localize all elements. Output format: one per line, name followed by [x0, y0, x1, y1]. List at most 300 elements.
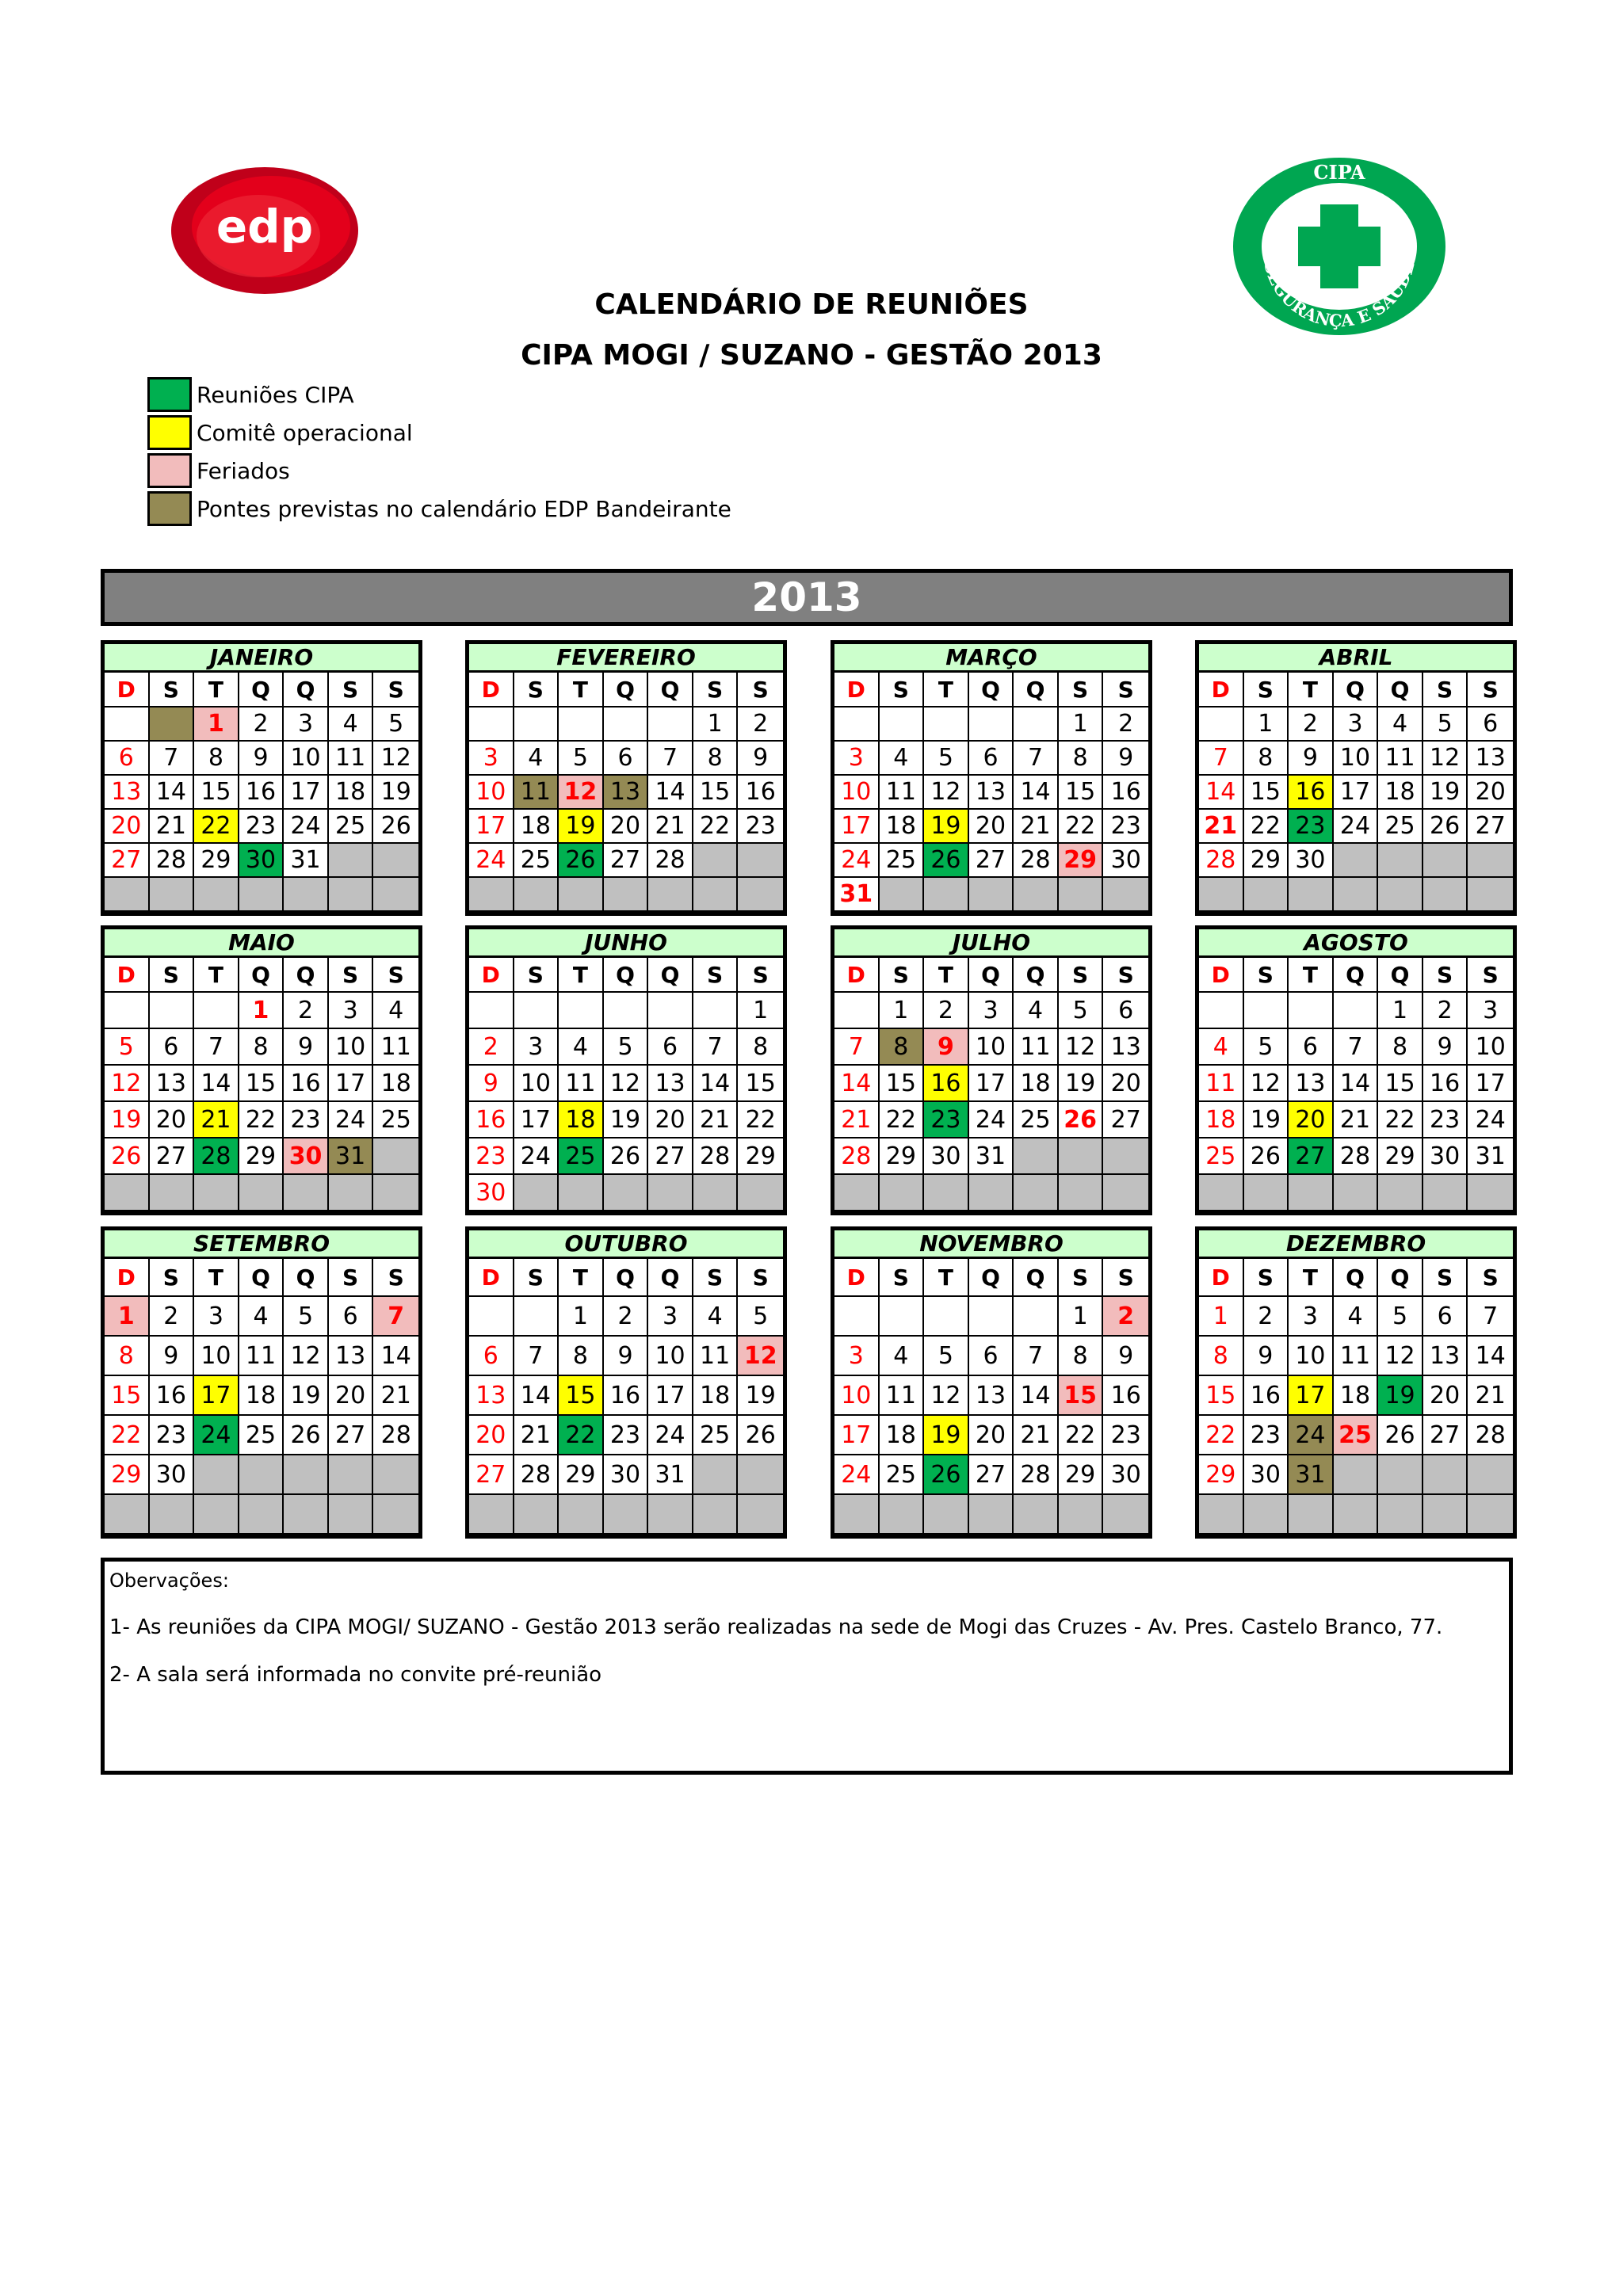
day-cell: 28 [1014, 1455, 1059, 1495]
day-cell: 10 [194, 1337, 239, 1376]
day-cell: 15 [693, 776, 739, 810]
weekday-header: Q [1334, 958, 1379, 993]
day-cell: 26 [1378, 1416, 1423, 1455]
empty-cell [150, 1175, 195, 1211]
day-cell: 30 [924, 1138, 969, 1175]
day-cell: 4 [373, 993, 418, 1029]
day-cell: 6 [604, 742, 649, 776]
day-cell: 3 [329, 993, 374, 1029]
day-cell: 24 [1468, 1102, 1513, 1138]
day-cell: 23 [469, 1138, 514, 1175]
empty-cell [194, 1175, 239, 1211]
day-cell: 25 [373, 1102, 418, 1138]
day-cell: 24 [1334, 810, 1379, 844]
weekday-header: Q [1334, 673, 1379, 707]
day-cell: 1 [1059, 707, 1104, 742]
empty-cell [969, 1175, 1014, 1211]
day-cell: 26 [373, 810, 418, 844]
month-7 [1195, 925, 1517, 1215]
empty-cell [373, 878, 418, 912]
day-cell: 21 [194, 1102, 239, 1138]
empty-cell [1423, 1175, 1468, 1211]
day-cell: 2 [738, 707, 783, 742]
month-2 [831, 640, 1152, 916]
weekday-header: Q [604, 673, 649, 707]
observation-line-1: 1- As reuniões da CIPA MOGI/ SUZANO - Gestão 2013 serão realizadas na sede de Mogi das Cruzes - Av. Pres. Castelo Branco, 77. [109, 1615, 1443, 1639]
day-cell: 4 [693, 1297, 739, 1337]
day-cell: 30 [1423, 1138, 1468, 1175]
empty-cell [514, 707, 559, 742]
empty-cell [1199, 1175, 1244, 1211]
day-cell: 13 [604, 776, 649, 810]
empty-cell [1014, 1175, 1059, 1211]
day-cell: 9 [1244, 1337, 1289, 1376]
empty-cell [194, 1455, 239, 1495]
day-cell: 29 [1059, 1455, 1104, 1495]
weekday-header: S [880, 958, 925, 993]
day-cell: 3 [284, 707, 329, 742]
day-cell: 21 [1334, 1102, 1379, 1138]
month-name: FEVEREIRO [469, 644, 783, 673]
day-cell: 2 [604, 1297, 649, 1337]
day-cell: 13 [469, 1376, 514, 1416]
weekday-header: S [1103, 1259, 1148, 1297]
weekday-header: T [1289, 673, 1334, 707]
day-cell: 26 [105, 1138, 150, 1175]
day-cell: 10 [329, 1029, 374, 1066]
empty-cell [514, 1297, 559, 1337]
day-cell: 4 [1378, 707, 1423, 742]
empty-cell [1289, 993, 1334, 1029]
day-cell: 13 [329, 1337, 374, 1376]
day-cell: 14 [373, 1337, 418, 1376]
empty-cell [1103, 1495, 1148, 1535]
empty-cell [1334, 1455, 1379, 1495]
observation-line-2: 2- A sala será informada no convite pré-reunião [109, 1663, 602, 1687]
day-cell: 22 [105, 1416, 150, 1455]
day-cell: 11 [693, 1337, 739, 1376]
day-cell: 11 [559, 1066, 604, 1102]
empty-cell [150, 707, 195, 742]
day-cell: 23 [604, 1416, 649, 1455]
month-9 [465, 1226, 787, 1539]
empty-cell [1199, 878, 1244, 912]
empty-cell [648, 707, 693, 742]
weekday-header: Q [969, 1259, 1014, 1297]
month-1 [465, 640, 787, 916]
month-10 [831, 1226, 1152, 1539]
weekday-header: Q [239, 958, 285, 993]
day-cell: 25 [880, 1455, 925, 1495]
page-subtitle: CIPA MOGI / SUZANO - GESTÃO 2013 [521, 339, 1102, 372]
empty-cell [969, 1495, 1014, 1535]
day-cell: 2 [1423, 993, 1468, 1029]
day-cell: 30 [150, 1455, 195, 1495]
day-cell: 16 [738, 776, 783, 810]
weekday-header: S [693, 673, 739, 707]
day-cell: 12 [1059, 1029, 1104, 1066]
day-cell: 18 [1334, 1376, 1379, 1416]
day-cell: 5 [738, 1297, 783, 1337]
day-cell: 4 [514, 742, 559, 776]
day-cell: 7 [1199, 742, 1244, 776]
weekday-header: Q [1378, 673, 1423, 707]
day-cell: 12 [284, 1337, 329, 1376]
empty-cell [1334, 993, 1379, 1029]
day-cell: 2 [1103, 707, 1148, 742]
day-cell: 22 [1059, 1416, 1104, 1455]
weekday-header: Q [1014, 1259, 1059, 1297]
day-cell: 19 [924, 1416, 969, 1455]
empty-cell [284, 1455, 329, 1495]
day-cell: 12 [604, 1066, 649, 1102]
day-cell: 18 [880, 810, 925, 844]
day-cell: 10 [969, 1029, 1014, 1066]
weekday-header: T [559, 673, 604, 707]
empty-cell [105, 1495, 150, 1535]
day-cell: 8 [1199, 1337, 1244, 1376]
weekday-header: D [469, 1259, 514, 1297]
weekday-header: S [329, 1259, 374, 1297]
day-cell: 24 [514, 1138, 559, 1175]
day-cell: 8 [105, 1337, 150, 1376]
day-cell: 19 [284, 1376, 329, 1416]
day-cell: 15 [239, 1066, 285, 1102]
day-cell: 1 [880, 993, 925, 1029]
day-cell: 20 [648, 1102, 693, 1138]
day-cell: 11 [239, 1337, 285, 1376]
weekday-header: Q [1334, 1259, 1379, 1297]
weekday-header: D [834, 1259, 880, 1297]
empty-cell [1199, 707, 1244, 742]
day-cell: 1 [559, 1297, 604, 1337]
day-cell: 30 [1289, 844, 1334, 878]
day-cell: 15 [738, 1066, 783, 1102]
day-cell: 6 [1289, 1029, 1334, 1066]
empty-cell [924, 1175, 969, 1211]
day-cell: 4 [1199, 1029, 1244, 1066]
day-cell: 22 [559, 1416, 604, 1455]
day-cell: 29 [1378, 1138, 1423, 1175]
day-cell: 23 [738, 810, 783, 844]
day-cell: 2 [1103, 1297, 1148, 1337]
weekday-header: S [373, 958, 418, 993]
day-cell: 12 [1378, 1337, 1423, 1376]
day-cell: 13 [105, 776, 150, 810]
day-cell: 22 [880, 1102, 925, 1138]
empty-cell [924, 878, 969, 912]
month-0 [101, 640, 422, 916]
day-cell: 25 [239, 1416, 285, 1455]
weekday-header: S [880, 673, 925, 707]
day-cell: 13 [969, 776, 1014, 810]
weekday-header: Q [1378, 1259, 1423, 1297]
empty-cell [648, 1175, 693, 1211]
day-cell: 26 [738, 1416, 783, 1455]
day-cell: 6 [329, 1297, 374, 1337]
day-cell: 11 [329, 742, 374, 776]
day-cell: 23 [1423, 1102, 1468, 1138]
weekday-header: D [834, 673, 880, 707]
empty-cell [880, 1175, 925, 1211]
weekday-header: S [514, 673, 559, 707]
empty-cell [648, 878, 693, 912]
empty-cell [834, 993, 880, 1029]
day-cell: 25 [1014, 1102, 1059, 1138]
day-cell: 19 [924, 810, 969, 844]
day-cell: 5 [559, 742, 604, 776]
weekday-header: S [738, 673, 783, 707]
empty-cell [239, 1455, 285, 1495]
day-cell: 16 [1289, 776, 1334, 810]
day-cell: 10 [1468, 1029, 1513, 1066]
empty-cell [1334, 1175, 1379, 1211]
day-cell: 14 [150, 776, 195, 810]
day-cell: 1 [105, 1297, 150, 1337]
empty-cell [604, 993, 649, 1029]
day-cell: 3 [834, 742, 880, 776]
day-cell: 19 [604, 1102, 649, 1138]
month-name: JUNHO [469, 929, 783, 958]
empty-cell [150, 878, 195, 912]
day-cell: 10 [834, 1376, 880, 1416]
day-cell: 6 [969, 742, 1014, 776]
weekday-header: D [1199, 958, 1244, 993]
day-cell: 14 [693, 1066, 739, 1102]
weekday-header: T [1289, 958, 1334, 993]
day-cell: 2 [239, 707, 285, 742]
day-cell: 22 [194, 810, 239, 844]
day-cell: 14 [1334, 1066, 1379, 1102]
day-cell: 28 [514, 1455, 559, 1495]
day-cell: 9 [1289, 742, 1334, 776]
empty-cell [514, 1175, 559, 1211]
day-cell: 23 [1244, 1416, 1289, 1455]
day-cell: 17 [1334, 776, 1379, 810]
day-cell: 12 [924, 1376, 969, 1416]
edp-logo [170, 163, 360, 298]
weekday-header: S [1103, 673, 1148, 707]
month-name: NOVEMBRO [834, 1230, 1148, 1259]
empty-cell [514, 878, 559, 912]
day-cell: 18 [239, 1376, 285, 1416]
empty-cell [1378, 1495, 1423, 1535]
day-cell: 8 [1244, 742, 1289, 776]
day-cell: 18 [1014, 1066, 1059, 1102]
day-cell: 29 [105, 1455, 150, 1495]
day-cell: 22 [1059, 810, 1104, 844]
day-cell: 8 [1378, 1029, 1423, 1066]
legend-item [147, 452, 731, 490]
legend-label: Reuniões CIPA [197, 381, 354, 408]
weekday-header: T [194, 673, 239, 707]
day-cell: 4 [239, 1297, 285, 1337]
day-cell: 21 [373, 1376, 418, 1416]
weekday-header: S [693, 958, 739, 993]
day-cell: 19 [738, 1376, 783, 1416]
day-cell: 10 [469, 776, 514, 810]
day-cell: 13 [1468, 742, 1513, 776]
day-cell: 17 [1289, 1376, 1334, 1416]
day-cell: 20 [329, 1376, 374, 1416]
day-cell: 20 [604, 810, 649, 844]
empty-cell [514, 993, 559, 1029]
day-cell: 6 [150, 1029, 195, 1066]
day-cell: 10 [1289, 1337, 1334, 1376]
day-cell: 30 [1244, 1455, 1289, 1495]
day-cell: 28 [1334, 1138, 1379, 1175]
day-cell: 26 [559, 844, 604, 878]
empty-cell [559, 1495, 604, 1535]
day-cell: 11 [1014, 1029, 1059, 1066]
day-cell: 28 [693, 1138, 739, 1175]
empty-cell [738, 1495, 783, 1535]
empty-cell [373, 1495, 418, 1535]
day-cell: 2 [469, 1029, 514, 1066]
day-cell: 21 [1014, 810, 1059, 844]
day-cell: 24 [329, 1102, 374, 1138]
month-name: DEZEMBRO [1199, 1230, 1513, 1259]
day-cell: 19 [1059, 1066, 1104, 1102]
weekday-header: Q [648, 958, 693, 993]
day-cell: 26 [924, 1455, 969, 1495]
day-cell: 21 [1014, 1416, 1059, 1455]
weekday-header: S [1244, 673, 1289, 707]
day-cell: 31 [969, 1138, 1014, 1175]
empty-cell [1059, 1175, 1104, 1211]
day-cell: 24 [194, 1416, 239, 1455]
empty-cell [329, 1455, 374, 1495]
weekday-header: D [105, 958, 150, 993]
day-cell: 12 [924, 776, 969, 810]
empty-cell [559, 878, 604, 912]
day-cell: 2 [284, 993, 329, 1029]
day-cell: 31 [834, 878, 880, 912]
day-cell: 12 [738, 1337, 783, 1376]
empty-cell [738, 1175, 783, 1211]
day-cell: 8 [1059, 1337, 1104, 1376]
weekday-header: S [1103, 958, 1148, 993]
day-cell: 14 [834, 1066, 880, 1102]
legend-swatch [147, 377, 192, 412]
day-cell: 25 [329, 810, 374, 844]
day-cell: 14 [648, 776, 693, 810]
day-cell: 3 [969, 993, 1014, 1029]
day-cell: 16 [1103, 1376, 1148, 1416]
empty-cell [559, 993, 604, 1029]
empty-cell [1378, 1175, 1423, 1211]
weekday-header: S [150, 958, 195, 993]
day-cell: 1 [693, 707, 739, 742]
empty-cell [693, 1175, 739, 1211]
day-cell: 9 [604, 1337, 649, 1376]
empty-cell [329, 1495, 374, 1535]
empty-cell [1334, 878, 1379, 912]
day-cell: 12 [559, 776, 604, 810]
day-cell: 31 [648, 1455, 693, 1495]
day-cell: 20 [1103, 1066, 1148, 1102]
day-cell: 15 [1378, 1066, 1423, 1102]
day-cell: 26 [1423, 810, 1468, 844]
day-cell: 29 [1059, 844, 1104, 878]
day-cell: 22 [1244, 810, 1289, 844]
legend-label: Feriados [197, 457, 290, 484]
day-cell: 23 [1103, 1416, 1148, 1455]
day-cell: 23 [1289, 810, 1334, 844]
day-cell: 7 [373, 1297, 418, 1337]
month-11 [1195, 1226, 1517, 1539]
day-cell: 5 [284, 1297, 329, 1337]
empty-cell [1468, 1175, 1513, 1211]
empty-cell [648, 993, 693, 1029]
day-cell: 7 [194, 1029, 239, 1066]
day-cell: 10 [648, 1337, 693, 1376]
day-cell: 25 [1199, 1138, 1244, 1175]
day-cell: 3 [1334, 707, 1379, 742]
empty-cell [559, 1175, 604, 1211]
weekday-header: Q [284, 673, 329, 707]
day-cell: 15 [1059, 776, 1104, 810]
day-cell: 5 [373, 707, 418, 742]
day-cell: 22 [693, 810, 739, 844]
empty-cell [105, 993, 150, 1029]
empty-cell [880, 878, 925, 912]
day-cell: 5 [1378, 1297, 1423, 1337]
weekday-header: S [1423, 1259, 1468, 1297]
day-cell: 26 [1244, 1138, 1289, 1175]
day-cell: 6 [105, 742, 150, 776]
day-cell: 10 [284, 742, 329, 776]
day-cell: 30 [284, 1138, 329, 1175]
weekday-header: Q [284, 1259, 329, 1297]
empty-cell [924, 1297, 969, 1337]
empty-cell [738, 844, 783, 878]
day-cell: 16 [1423, 1066, 1468, 1102]
day-cell: 6 [969, 1337, 1014, 1376]
day-cell: 9 [469, 1066, 514, 1102]
day-cell: 3 [834, 1337, 880, 1376]
month-name: SETEMBRO [105, 1230, 418, 1259]
day-cell: 11 [1334, 1337, 1379, 1376]
day-cell: 15 [559, 1376, 604, 1416]
weekday-header: S [373, 673, 418, 707]
empty-cell [1199, 1495, 1244, 1535]
weekday-header: T [924, 673, 969, 707]
weekday-header: S [1244, 1259, 1289, 1297]
edp-logo-text: edp [216, 200, 314, 254]
empty-cell [194, 1495, 239, 1535]
day-cell: 29 [880, 1138, 925, 1175]
month-name: OUTUBRO [469, 1230, 783, 1259]
day-cell: 31 [329, 1138, 374, 1175]
day-cell: 15 [1244, 776, 1289, 810]
empty-cell [559, 707, 604, 742]
day-cell: 29 [239, 1138, 285, 1175]
empty-cell [1334, 1495, 1379, 1535]
empty-cell [604, 707, 649, 742]
day-cell: 20 [469, 1416, 514, 1455]
cipa-logo-top: CIPA [1313, 161, 1365, 184]
empty-cell [924, 707, 969, 742]
weekday-header: T [1289, 1259, 1334, 1297]
day-cell: 31 [284, 844, 329, 878]
empty-cell [1423, 878, 1468, 912]
legend-label: Comitê operacional [197, 419, 413, 446]
empty-cell [1468, 1495, 1513, 1535]
day-cell: 6 [1423, 1297, 1468, 1337]
day-cell: 5 [1423, 707, 1468, 742]
empty-cell [834, 707, 880, 742]
